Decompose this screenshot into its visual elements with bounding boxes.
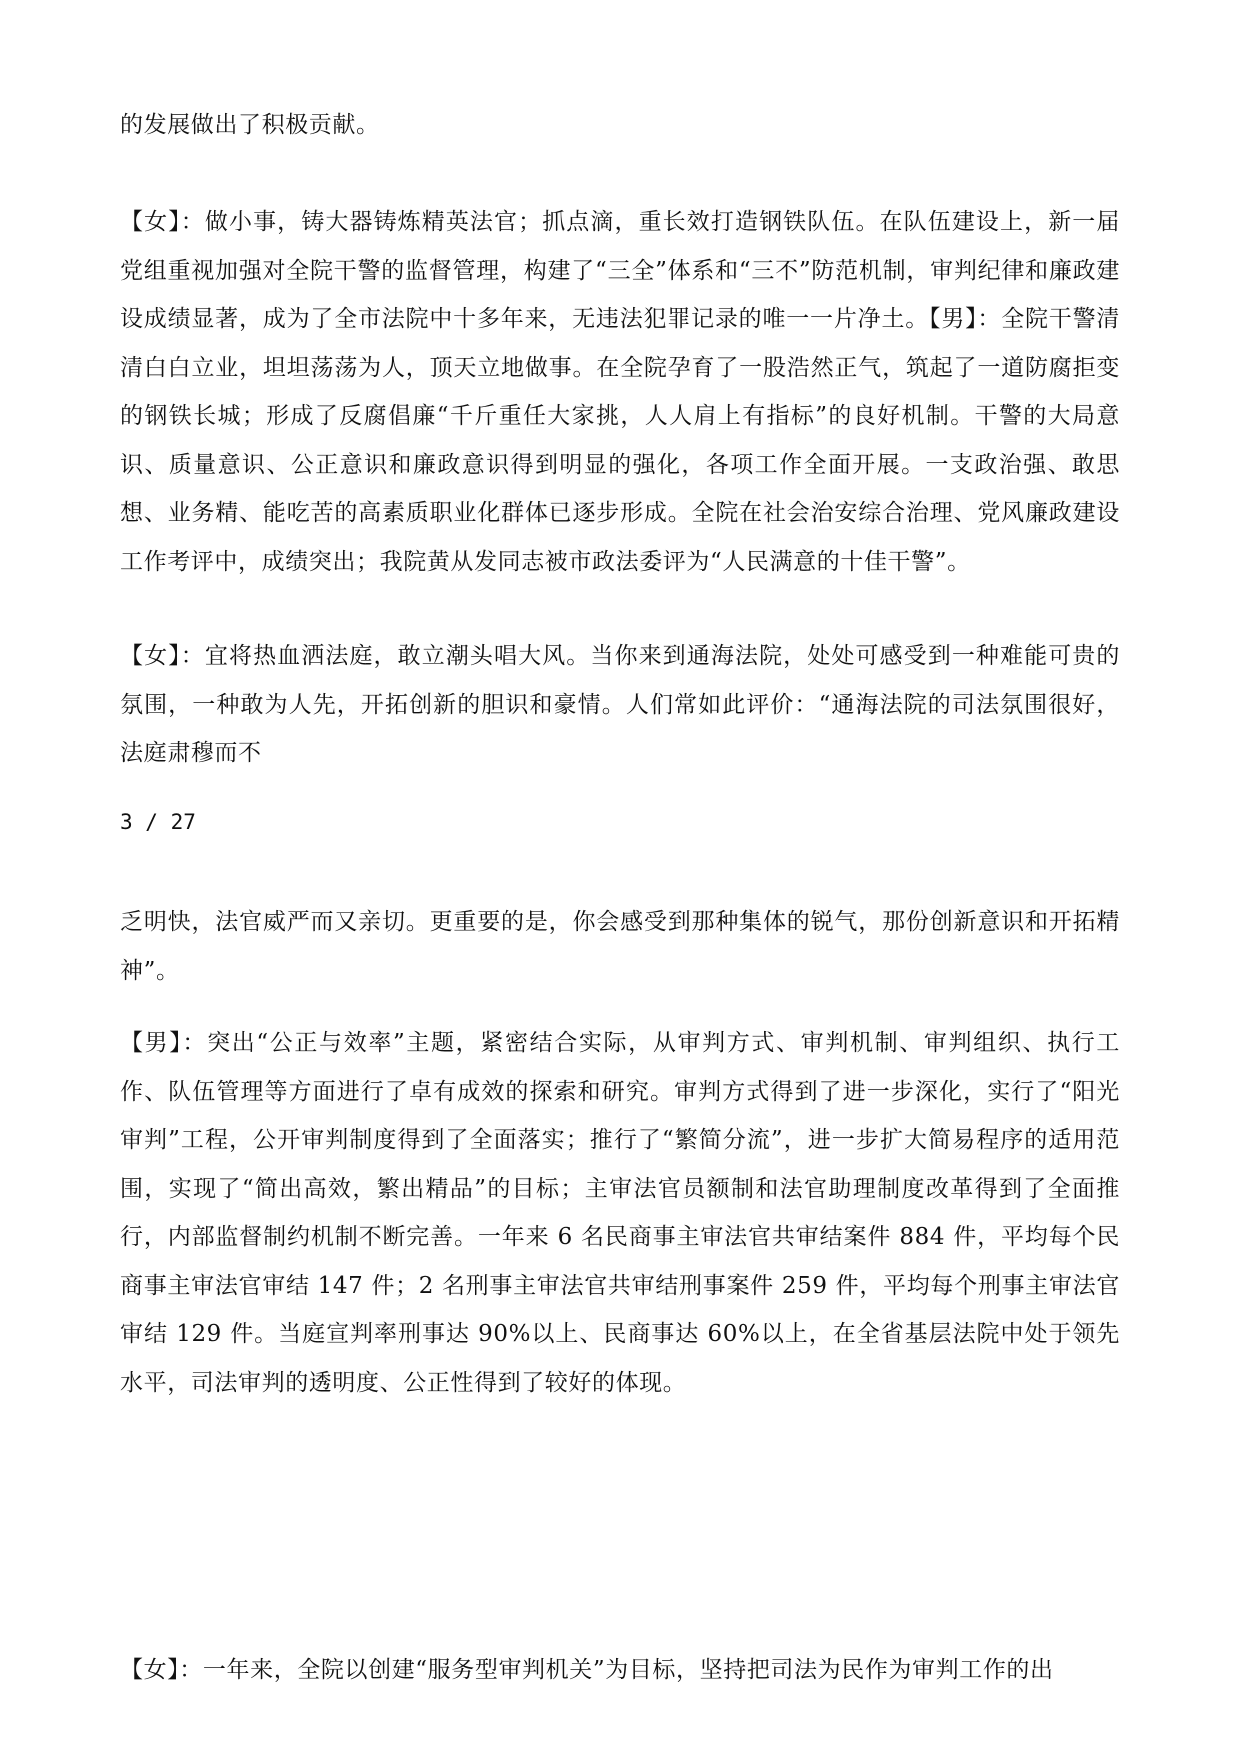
paragraph-4: 乏明快，法官威严而又亲切。更重要的是，你会感受到那种集体的锐气，那份创新意识和开拓精神”。 [120, 909, 1120, 984]
document-page [120, 0, 1120, 1753]
paragraph-6: 【女】：一年来，全院以创建“服务型审判机关”为目标，坚持把司法为民作为审判工作的出 [120, 1657, 1054, 1683]
paragraph-3: 【女】：宜将热血洒法庭，敢立潮头唱大风。当你来到通海法院，处处可感受到一种难能可贵的氛围，一种敢为人先，开拓创新的胆识和豪情。人们常如此评价：“通海法院的司法氛围很好，法庭肃穆而不 [120, 643, 1120, 766]
paragraph-1: 的发展做出了积极贡献。 [120, 112, 380, 138]
page-number: 3 / 27 [120, 810, 196, 834]
paragraph-5: 【男】：突出“公正与效率”主题，紧密结合实际，从审判方式、审判机制、审判组织、执行工作、队伍管理等方面进行了卓有成效的探索和研究。审判方式得到了进一步深化，实行了“阳光审判”工程，公开审判制度得到了全面落实；推行了“繁简分流”，进一步扩大简易程序的适用范围，实现了“简出高效，繁出精品”的目标；主审法官员额制和法官助理制度改革得到了全面推行，内部监督制约机制不断完善。一年来 6 名民商事主审法官共审结案件 884 件，平均每个民商事主审法官审结 147 件；2 名刑事主审法官共审结刑事案件 259 件，平均每个刑事主审法官审结 129 件。当庭宣判率刑事达 90%以上、民商事达 60%以上，在全省基层法院中处于领先水平，司法审判的透明度、公正性得到了较好的体现。 [120, 1030, 1120, 1396]
paragraph-2: 【女】：做小事，铸大器铸炼精英法官；抓点滴，重长效打造钢铁队伍。在队伍建设上，新一届党组重视加强对全院干警的监督管理，构建了“三全”体系和“三不”防范机制，审判纪律和廉政建设成绩显著，成为了全市法院中十多年来，无违法犯罪记录的唯一一片净土。【男】：全院干警清清白白立业，坦坦荡荡为人，顶天立地做事。在全院孕育了一股浩然正气，筑起了一道防腐拒变的钢铁长城；形成了反腐倡廉“千斤重任大家挑，人人肩上有指标”的良好机制。干警的大局意识、质量意识、公正意识和廉政意识得到明显的强化，各项工作全面开展。一支政治强、敢思想、业务精、能吃苦的高素质职业化群体已逐步形成。全院在社会治安综合治理、党风廉政建设工作考评中，成绩突出；我院黄从发同志被市政法委评为“人民满意的十佳干警”。 [120, 209, 1120, 575]
